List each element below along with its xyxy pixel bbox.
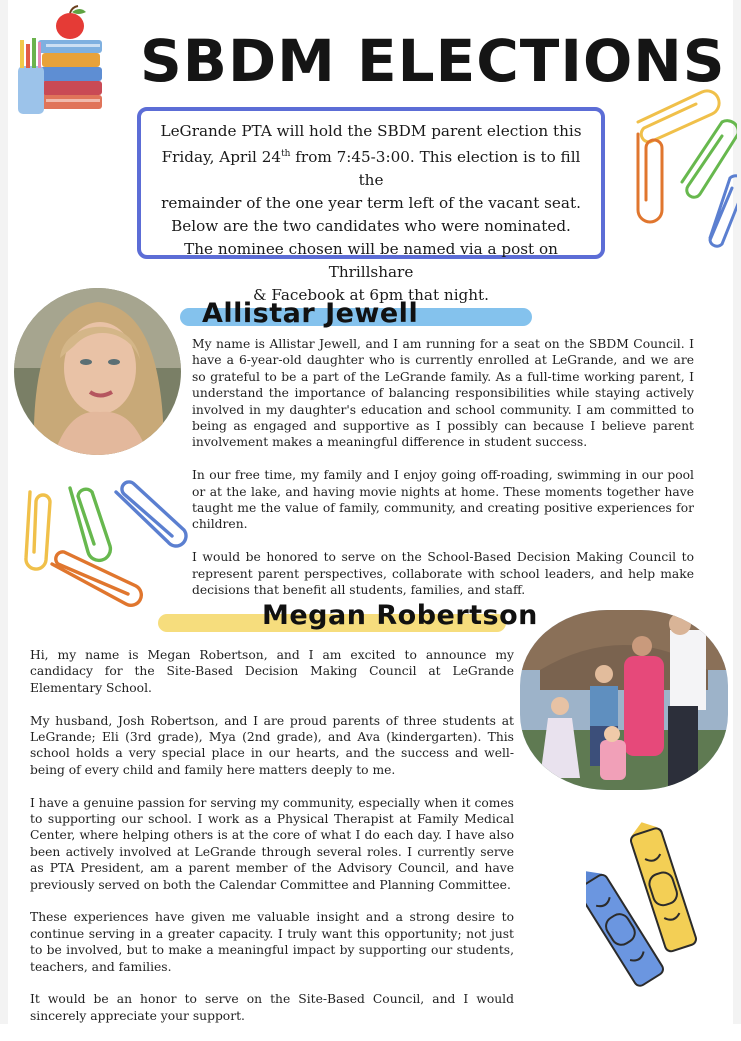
crayon-icon — [586, 822, 698, 990]
announcement-line: LeGrande PTA will hold the SBDM parent election this — [160, 122, 582, 140]
bio-paragraph: These experiences have given me valuable insight and a strong desire to continue serving in a greater capacity. I truly want this opportunity; not just to be involved, but to make a meaningful impact by supporting our students, teachers, and families. — [30, 910, 514, 974]
candidate2-name-heading — [158, 600, 538, 644]
bio-paragraph: I would be honored to serve on the School-Based Decision Making Council to represent parent perspectives, collaborate with school leaders, and help make decisions that benefit all students, families, and staff. — [192, 550, 694, 598]
bio-paragraph: My name is Allistar Jewell, and I am running for a seat on the SBDM Council. I have a 6-year-old daughter who is currently enrolled at LeGrande, and we are so grateful to be a part of the LeGrande family. As a full-time working parent, I understand the importance of balancing responsibilities while staying actively involved in my daughter's education and school community. I am committed to being as engaged and supportive as I possibly can because I believe parent involvement makes a meaningful difference in student success. — [192, 337, 694, 450]
paperclip-icon — [18, 478, 190, 612]
candidate1-bio — [192, 336, 694, 615]
announcement-line: Below are the two candidates who were nominated. — [171, 217, 571, 236]
election-announcement — [137, 107, 605, 305]
announcement-line: remainder of the one year term left of the vacant seat. — [161, 194, 581, 213]
announcement-line: Friday, April 24th from 7:45-3:00. This election is to fill the — [161, 148, 581, 190]
announcement-line: The nominee chosen will be named via a post on Thrillshare — [184, 240, 558, 282]
candidate1-photo — [14, 288, 181, 455]
announcement-line: & Facebook at 6pm that night. — [253, 286, 489, 305]
candidate2-bio — [30, 647, 514, 1041]
paperclip-icon — [622, 78, 737, 250]
candidate2-family-photo — [520, 610, 728, 790]
bio-paragraph: I have a genuine passion for serving my community, especially when it comes to supporting our school. I work as a Physical Therapist at Family Medical Center, where helping others is at the core of what I do each day. I have also been actively involved at LeGrande through several roles. I currently serve as PTA President, am a parent member of the Advisory Council, and have previously served on both the Calendar Committee and Planning Committee. — [30, 795, 514, 892]
books-apple-icon — [12, 4, 112, 122]
page-title: SBDM ELECTIONS — [140, 27, 726, 95]
bio-paragraph: In our free time, my family and I enjoy going off-roading, swimming in our pool or at the lake, and having movie nights at home. These moments together have taught me the value of family, community, and creating positive experiences for children. — [192, 468, 694, 532]
bio-paragraph: Hi, my name is Megan Robertson, and I am excited to announce my candidacy for the Site-Based Decision Making Council at LeGrande Elementary School. — [30, 648, 514, 695]
candidate2-name: Megan Robertson — [262, 600, 538, 631]
bio-paragraph: It would be an honor to serve on the Site-Based Council, and I would sincerely appreciate your support. — [30, 992, 514, 1023]
page-edge-left — [0, 0, 8, 1024]
bio-paragraph: My husband, Josh Robertson, and I are proud parents of three students at LeGrande; Eli (3rd grade), Mya (2nd grade), and Ava (kindergarten). This school holds a very special place in our hearts, and the success and well-being of every child and family here matters deeply to me. — [30, 713, 514, 777]
candidate1-name: Allistar Jewell — [202, 298, 419, 329]
